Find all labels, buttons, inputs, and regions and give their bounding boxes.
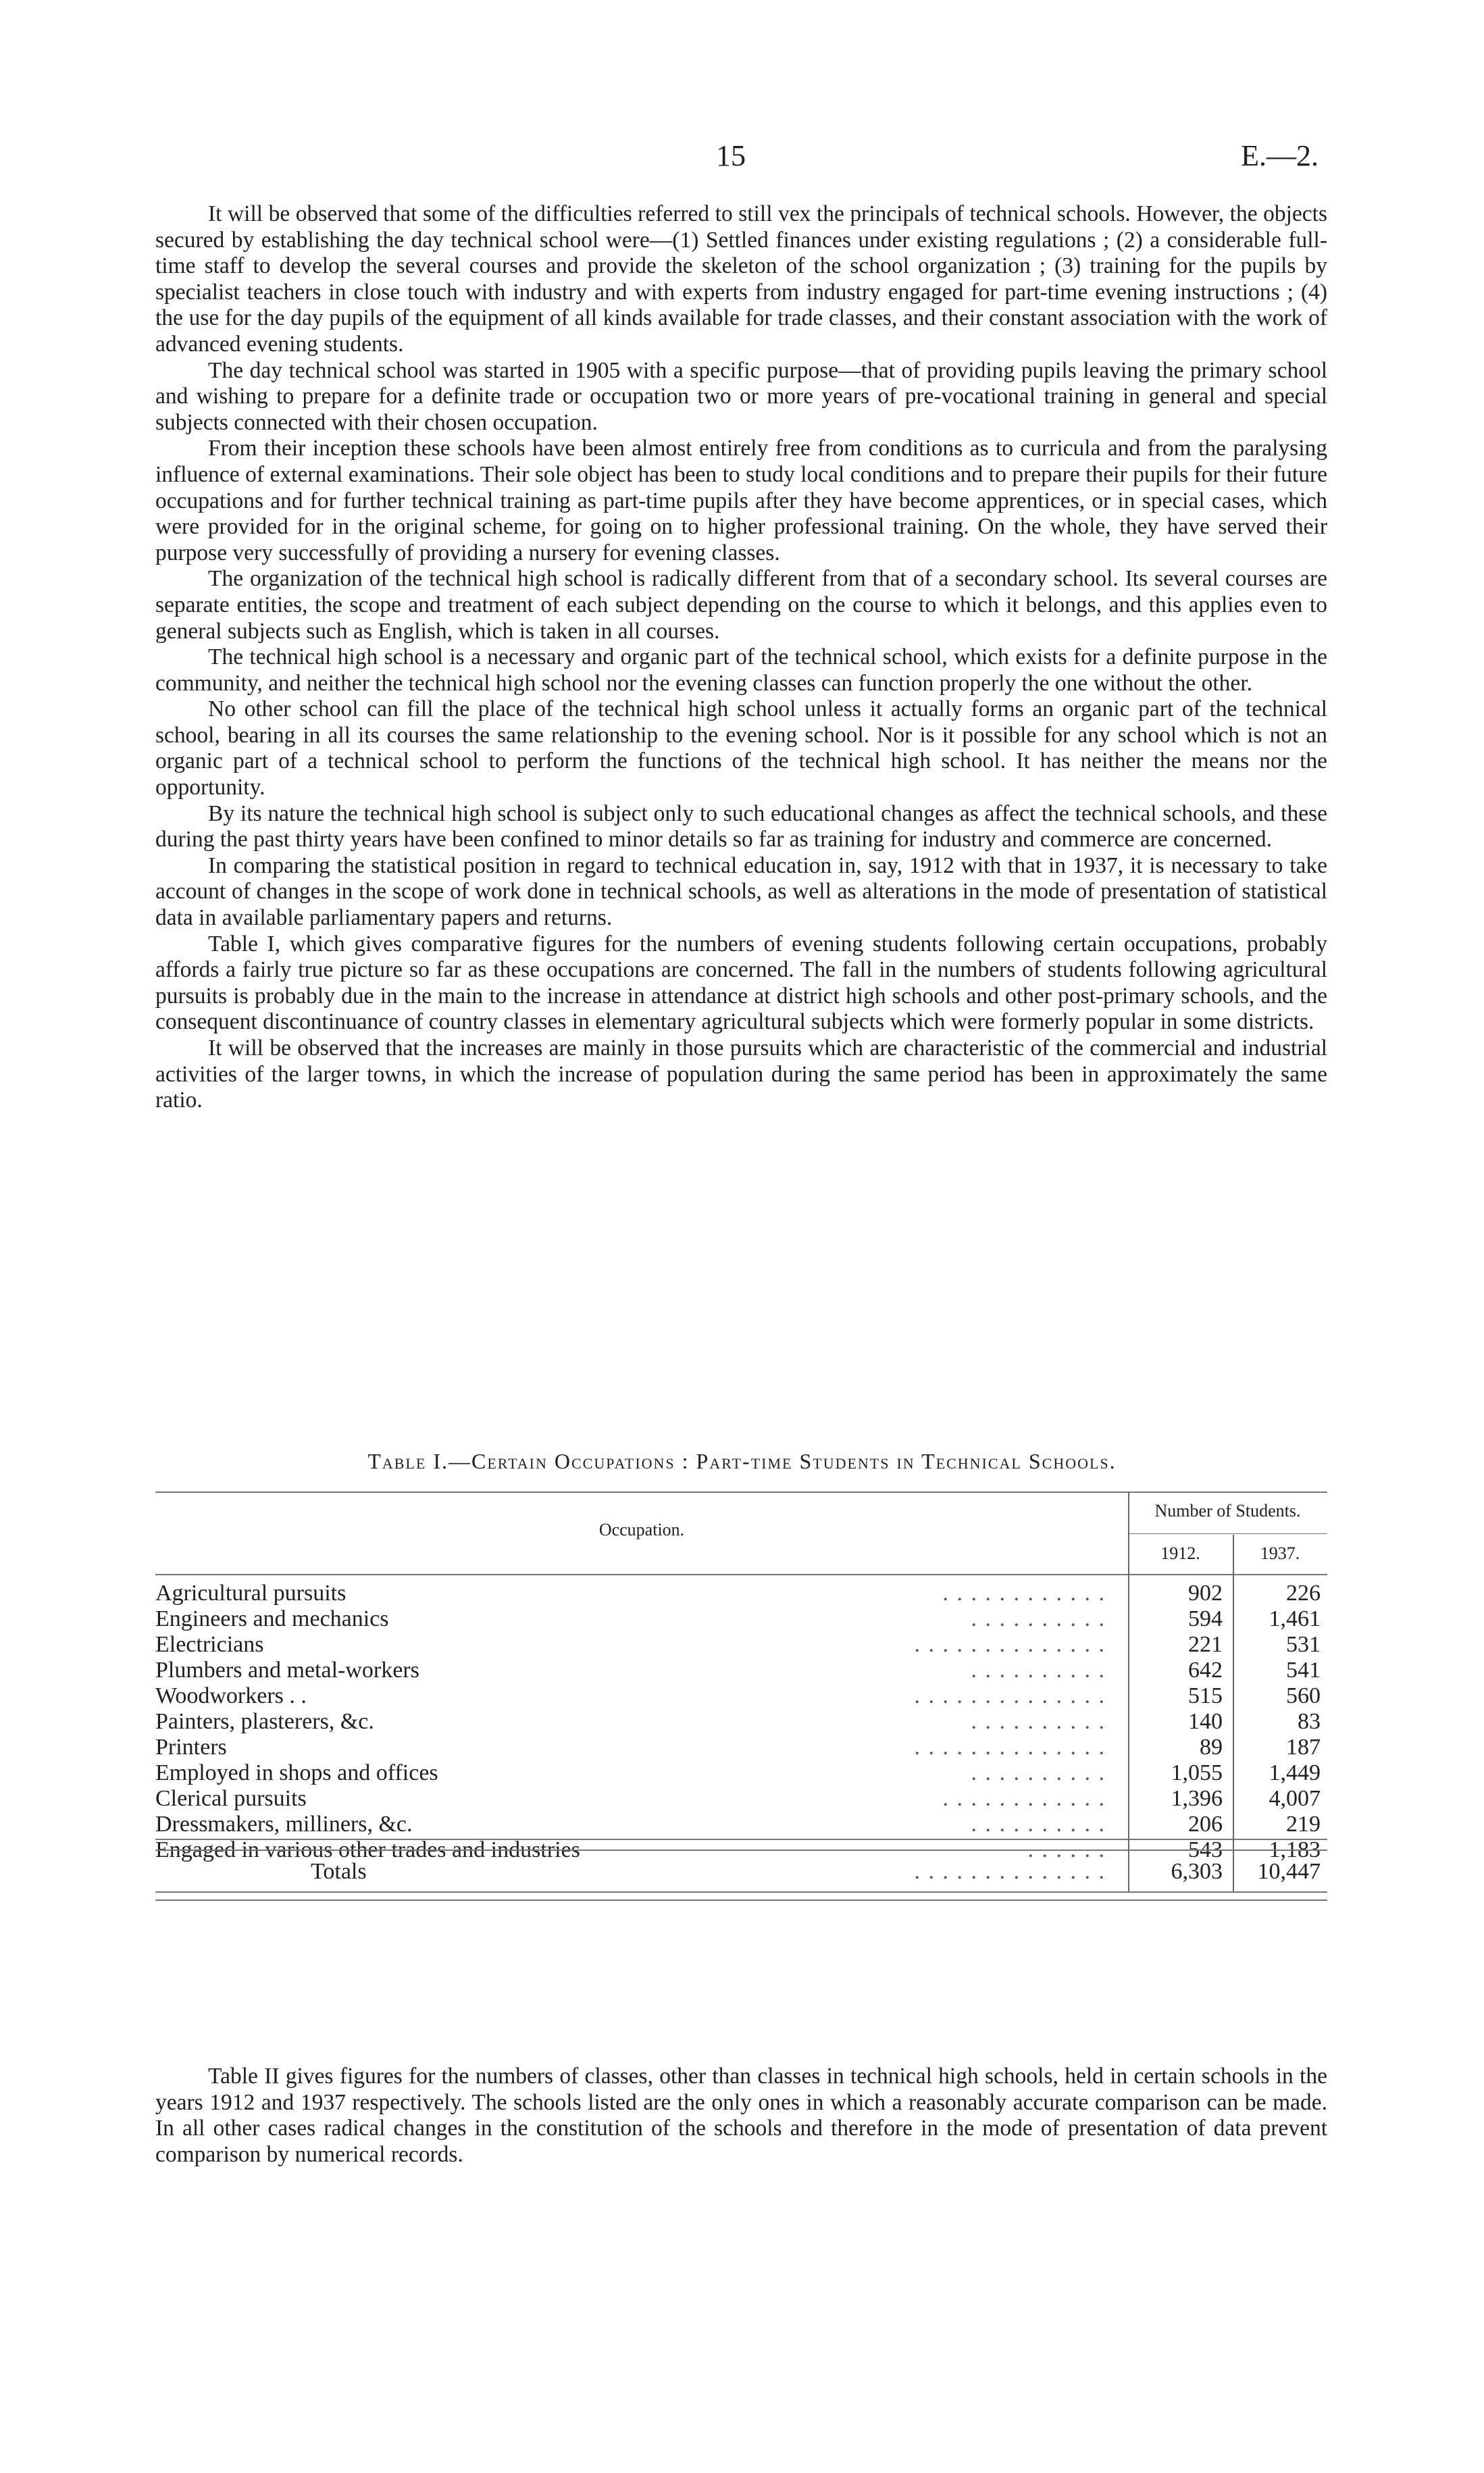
occupation-cell: Dressmakers, milliners, &c. [155, 1812, 413, 1837]
document-reference: E.—2. [1241, 139, 1319, 172]
value-1937: 541 [1286, 1658, 1321, 1683]
value-1937: 187 [1286, 1735, 1321, 1760]
table-top-rule [155, 1492, 1327, 1493]
occupation-cell: Agricultural pursuits [155, 1581, 347, 1606]
paragraph: From their inception these schools have been almost entirely free from conditions as to curricula and from the paralysing influence of external examinations. Their sole object has been to study local conditions and to prepare their pupils for their future occupations and for further technical training as part-time pupils after they have become apprentices, or in special cases, which were provided for in the original scheme, for going on to higher professional training. On the whole, they have served their purpose very successfully of providing a nursery for evening classes. [155, 436, 1327, 565]
totals-label: Totals [311, 1859, 367, 1884]
value-1912: 221 [1188, 1632, 1223, 1657]
body-text [155, 201, 1327, 1114]
leader-dots: . . . . . . . . . . [971, 1812, 1106, 1837]
leader-dots: . . . . . . . . . . [971, 1760, 1106, 1785]
totals-rule [155, 1850, 1327, 1851]
totals-row [155, 1859, 1327, 1887]
occupation-cell: Woodworkers . . [155, 1683, 307, 1708]
table-row [155, 1735, 1327, 1761]
number-of-students-header: Number of Students. [1154, 1501, 1301, 1521]
value-1937: 531 [1286, 1632, 1321, 1657]
paragraph: The organization of the technical high school is radically different from that of a secondary school. Its several courses are separate entities, the scope and treatment of each subject depending on the course to which it belongs, and this applies even to general subjects such as English, which is taken in all courses. [155, 566, 1327, 644]
paragraph: In comparing the statistical position in regard to technical education in, say, 1912 with that in 1937, it is necessary to take account of changes in the scope of work done in technical schools, as well as alterations in the mode of presentation of statistical data in available parliamentary papers and returns. [155, 852, 1327, 931]
table-row [155, 1709, 1327, 1735]
leader-dots: . . . . . . . . . . . . . . [914, 1683, 1106, 1708]
table-row [155, 1786, 1327, 1812]
paragraph: It will be observed that the increases are mainly in those pursuits which are characteristic of the commercial and industrial activities of the larger towns, in which the increase of population during the same period has been in approximately the same ratio. [155, 1036, 1327, 1113]
value-1937: 83 [1298, 1709, 1321, 1734]
table-row [155, 1632, 1327, 1658]
occupation-cell: Engineers and mechanics [155, 1606, 389, 1631]
value-1912: 1,396 [1171, 1786, 1223, 1811]
year-1912-header: 1912. [1160, 1544, 1200, 1563]
paragraph: It will be observed that some of the difficulties referred to still vex the principals of technical schools. However, the objects secured by establishing the day technical school were—(1) Settled finances under existing regulations ; (2) a considerable full-time staff to develop the several courses and provide the skeleton of the school organization ; (3) training for the pupils by specialist teachers in close touch with industry and with experts from industry engaged for part-time evening instructions ; (4) the use for the day pupils of the equipment of all kinds available for trade classes, and their constant association with the work of advanced evening students. [155, 201, 1327, 357]
leader-dots: . . . . . . . . . . . . [942, 1581, 1106, 1606]
table-bottom-rule [155, 1900, 1327, 1901]
leader-dots: . . . . . . . . . . . . [942, 1786, 1106, 1811]
page-header [0, 138, 1484, 179]
value-1912: 543 [1188, 1837, 1223, 1862]
occupation-cell: Employed in shops and offices [155, 1760, 438, 1785]
leader-dots: . . . . . . . . . . [971, 1606, 1106, 1631]
total-1937: 10,447 [1257, 1859, 1321, 1884]
value-1912: 902 [1188, 1581, 1223, 1606]
total-1912: 6,303 [1171, 1859, 1223, 1884]
occupation-cell: Printers [155, 1735, 227, 1760]
leader-dots: . . . . . . [1027, 1837, 1106, 1862]
table-row [155, 1812, 1327, 1838]
value-1912: 515 [1188, 1683, 1223, 1708]
leader-dots: . . . . . . . . . . [971, 1709, 1106, 1734]
occupation-cell: Electricians [155, 1632, 264, 1657]
value-1912: 594 [1188, 1606, 1223, 1631]
table-row [155, 1683, 1327, 1710]
occupation-cell: Clerical pursuits [155, 1786, 307, 1811]
value-1912: 642 [1188, 1658, 1223, 1683]
value-1937: 1,183 [1269, 1837, 1321, 1862]
paragraph: Table I, which gives comparative figures for the numbers of evening students following certain occupations, probably affords a fairly true picture so far as these occupations are concerned. The fall in the numbers of students following agricultural pursuits is probably due in the main to the increase in attendance at district high schools and other post-primary schools, and the consequent discontinuance of country classes in elementary agricultural subjects which were formerly popular in some districts. [155, 931, 1327, 1035]
group-rule [1128, 1533, 1327, 1534]
paragraph: Table II gives figures for the numbers of classes, other than classes in technical high schools, held in certain schools in the years 1912 and 1937 respectively. The schools listed are the only ones in which a reasonably accurate comparison can be made. In all other cases radical changes in the constitution of the schools and therefore in the mode of presentation of data prevent comparison by numerical records. [155, 2064, 1327, 2167]
table-row [155, 1606, 1327, 1633]
value-1937: 1,449 [1269, 1760, 1321, 1785]
value-1912: 206 [1188, 1812, 1223, 1837]
page-number: 15 [716, 139, 746, 172]
value-1912: 1,055 [1171, 1760, 1223, 1785]
paragraph: The day technical school was started in 1905 with a specific purpose—that of providing pupils leaving the primary school and wishing to prepare for a definite trade or occupation two or more years of pre-vocational training in general and special subjects connected with their chosen occupation. [155, 357, 1327, 435]
table-bottom-rule [155, 1891, 1327, 1893]
occupation-cell: Painters, plasterers, &c. [155, 1709, 374, 1734]
year-1937-header: 1937. [1260, 1544, 1300, 1563]
paragraph: No other school can fill the place of the technical high school unless it actually forms an organic part of the technical school, bearing in all its courses the same relationship to the evening school. Nor is it possible for any school which is not an organic part of a technical school to perform the functions of the technical high school. It has neither the means nor the opportunity. [155, 696, 1327, 800]
occupations-table [155, 1486, 1327, 1868]
value-1937: 560 [1286, 1683, 1321, 1708]
leader-dots: . . . . . . . . . . [971, 1658, 1106, 1683]
value-1937: 1,461 [1269, 1606, 1321, 1631]
table-row [155, 1658, 1327, 1684]
value-1937: 4,007 [1269, 1786, 1321, 1811]
header-bottom-rule [155, 1574, 1327, 1575]
value-1912: 89 [1200, 1735, 1223, 1760]
value-1937: 219 [1286, 1812, 1321, 1837]
paragraph: By its nature the technical high school is subject only to such educational changes as affect the technical schools, and these during the past thirty years have been confined to minor details so far as training for industry and commerce are concerned. [155, 800, 1327, 852]
value-1912: 140 [1188, 1709, 1223, 1734]
leader-dots: . . . . . . . . . . . . . . [914, 1859, 1106, 1884]
closing-text [155, 2064, 1327, 2168]
occupation-cell: Plumbers and metal-workers [155, 1658, 419, 1683]
leader-dots: . . . . . . . . . . . . . . [914, 1735, 1106, 1760]
table-row [155, 1760, 1327, 1787]
table-title: Table I.—Certain Occupations : Part-time Students in Technical Schools. [367, 1449, 1117, 1473]
leader-dots: . . . . . . . . . . . . . . [914, 1632, 1106, 1657]
paragraph: The technical high school is a necessary and organic part of the technical school, which exists for a definite purpose in the community, and neither the technical high school nor the evening classes can function properly the one without the other. [155, 644, 1327, 696]
occupation-header: Occupation. [598, 1520, 685, 1539]
value-1937: 226 [1286, 1581, 1321, 1606]
occupation-cell: Engaged in various other trades and industries [155, 1837, 580, 1862]
table-row [155, 1581, 1327, 1607]
